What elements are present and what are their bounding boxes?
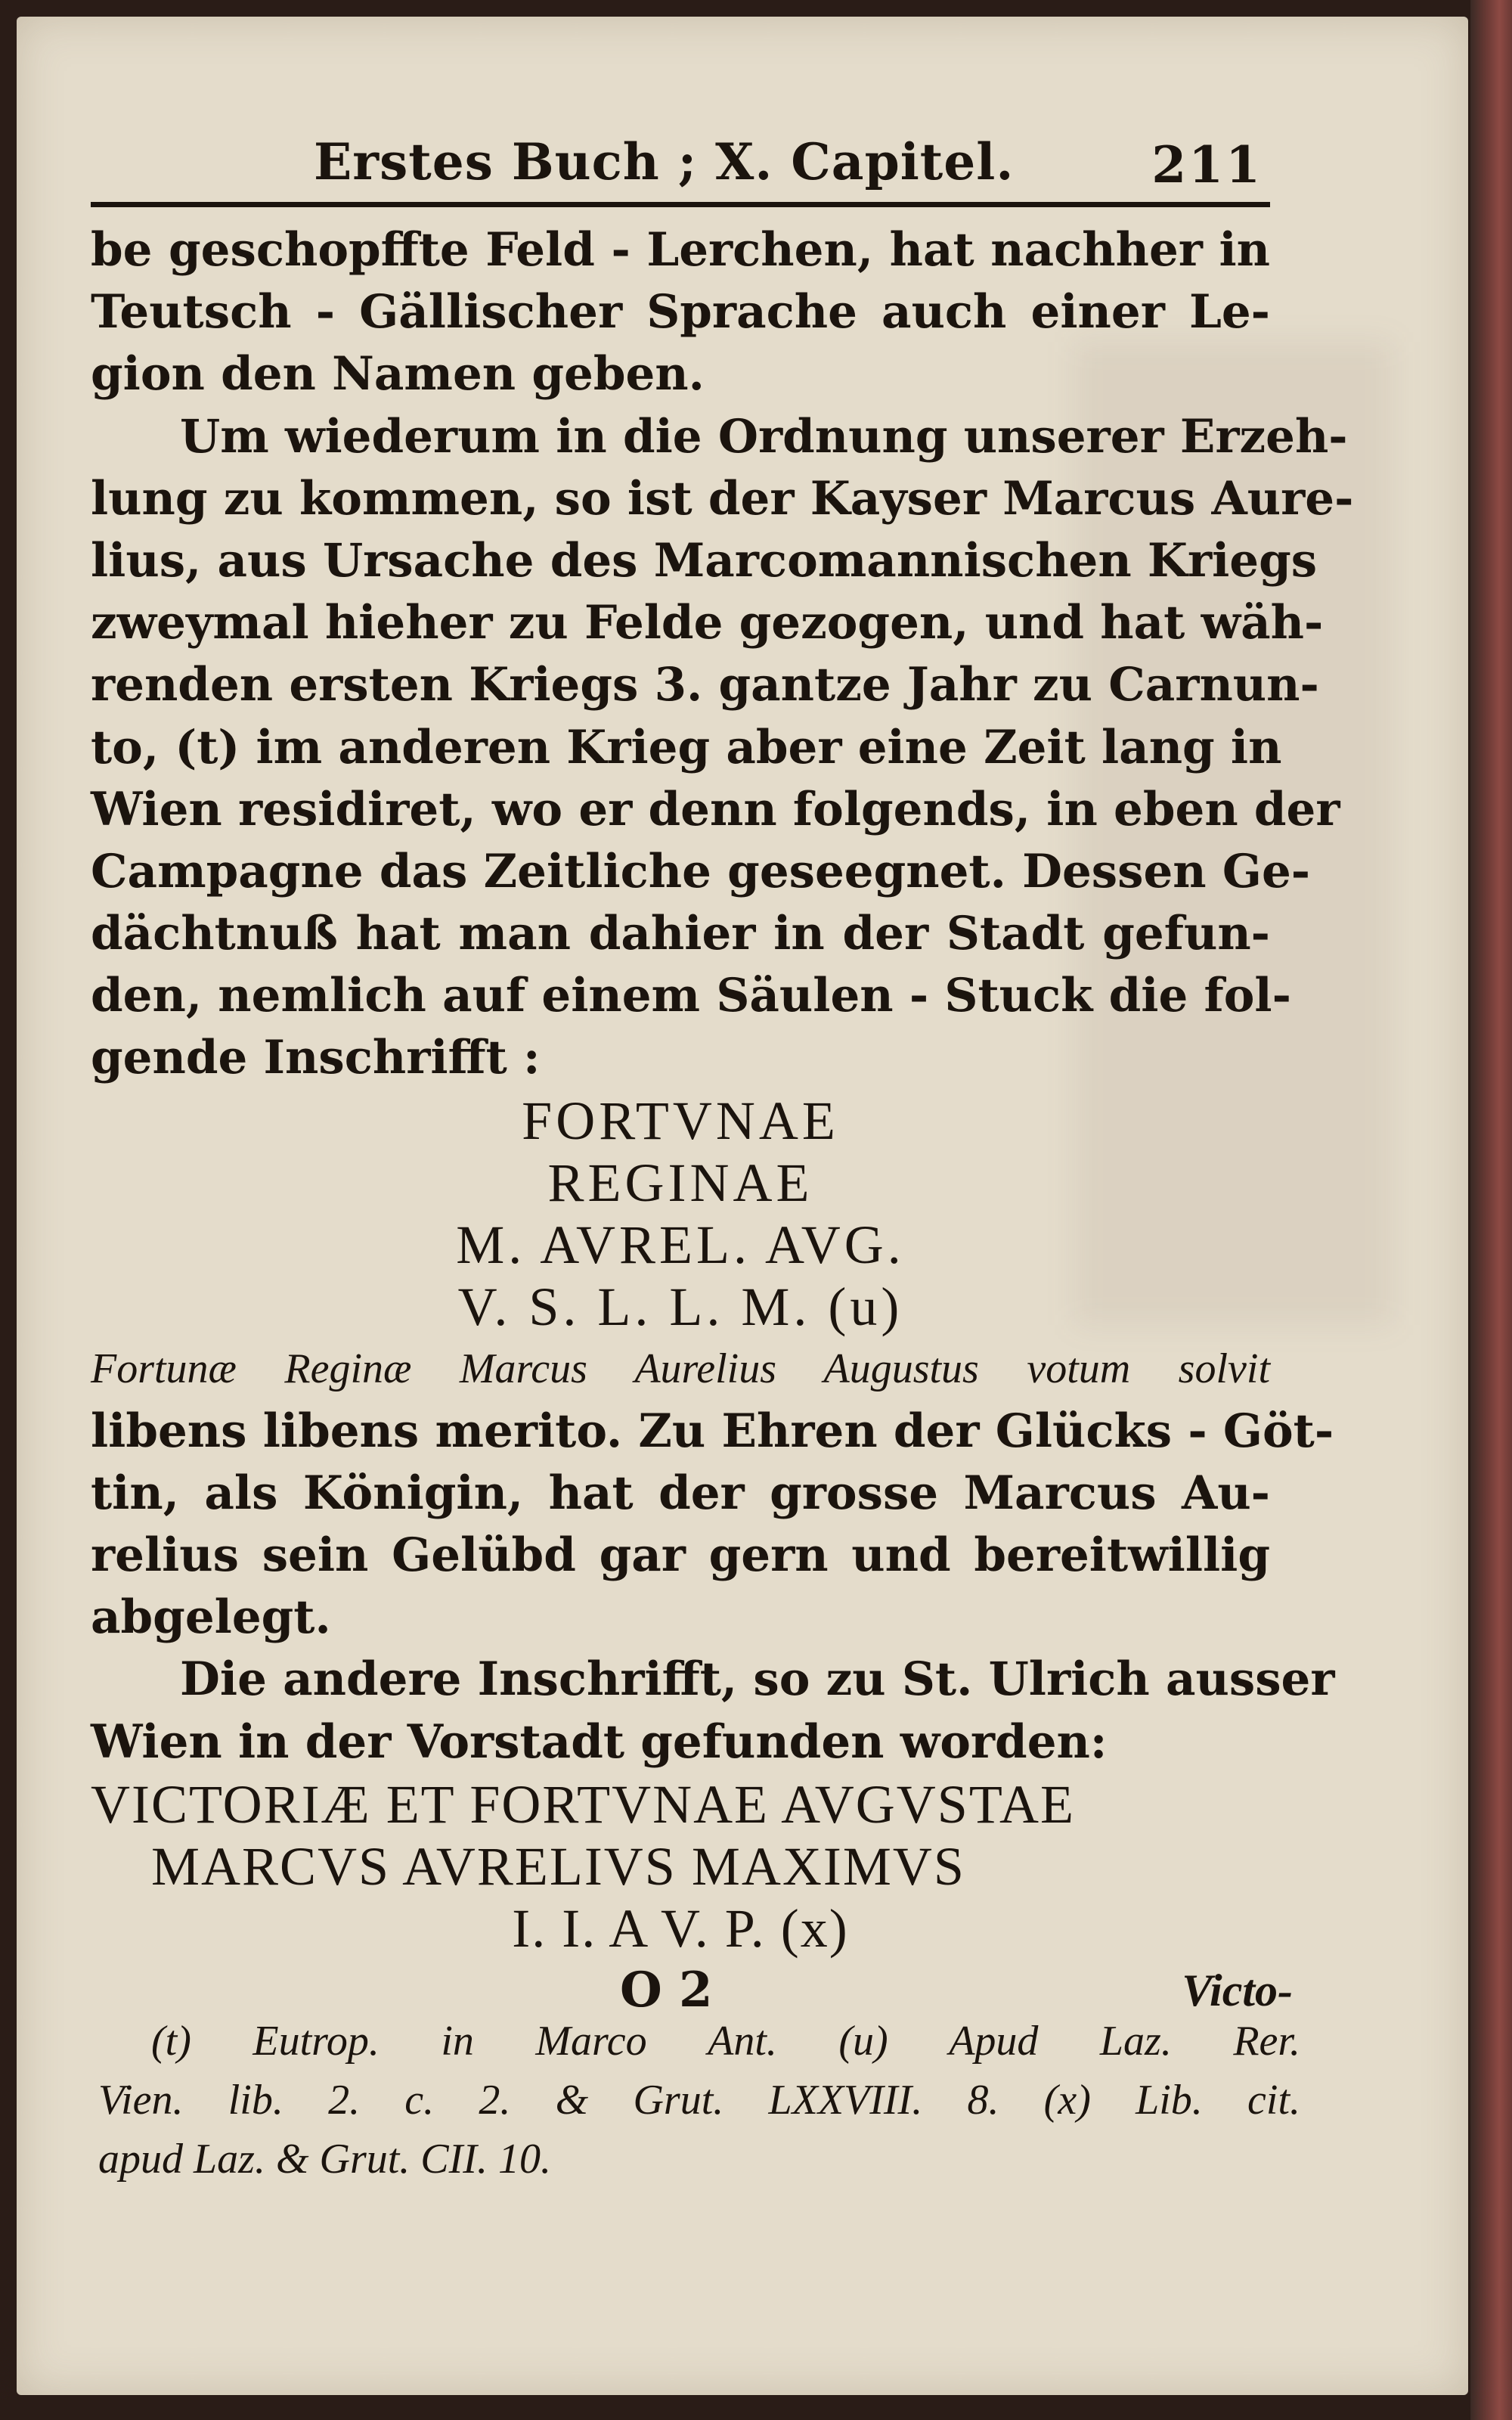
inscription-line: V. S. L. L. M. (u) [457, 1277, 903, 1338]
running-title: Erstes Buch ; X. Capitel. [314, 132, 1015, 191]
book-edge [1470, 0, 1512, 2420]
translation-line: libens libens merito. Zu Ehren der Glücks - Göt- [91, 1404, 1334, 1458]
text-line: gende Inschrifft : [91, 1031, 541, 1085]
text-line: Campagne das Zeitliche geseegnet. Dessen Ge- [91, 844, 1311, 898]
text-line: renden ersten Kriegs 3. gantze Jahr zu Carnun- [91, 658, 1319, 712]
catchword: Victo- [1182, 1965, 1293, 2016]
text-line: zweymal hieher zu Felde gezogen, und hat wäh- [91, 596, 1324, 650]
header-rule [91, 202, 1270, 207]
text-line: Um wiederum in die Ordnung unserer Erzeh- [180, 409, 1348, 464]
text-line: to, (t) im anderen Krieg aber eine Zeit lang in [91, 720, 1282, 774]
text-line: den, nemlich auf einem Säulen - Stuck die fol- [91, 969, 1291, 1023]
text-line: lung zu kommen, so ist der Kayser Marcus Aure- [91, 471, 1354, 526]
text-line: Die andere Inschrifft, so zu St. Ulrich ausser [180, 1652, 1335, 1707]
inscription-line: MARCVS AVRELIVS MAXIMVS [151, 1835, 965, 1897]
signature-mark: O 2 [620, 1962, 713, 2019]
translation-line: abgelegt. [91, 1590, 331, 1645]
footnotes [98, 2012, 1300, 2189]
inscription-line: M. AVREL. AVG. [456, 1215, 905, 1275]
footnote-line: Vien. lib. 2. c. 2. & Grut. LXXVIII. 8. (x) Lib. cit. [98, 2077, 1300, 2124]
inscription-line: FORTVNAE [522, 1090, 839, 1151]
text-line: be geschopffte Feld - Lerchen, hat nachher in [91, 223, 1270, 277]
inscription-line: REGINAE [547, 1152, 813, 1213]
page-number: 211 [1151, 135, 1263, 194]
text-line: gion den Namen geben. [91, 347, 705, 402]
inscription-line: VICTORIÆ ET FORTVNAE AVGVSTAE [91, 1773, 1076, 1835]
inscription-line: I. I. A V. P. (x) [512, 1898, 849, 1959]
text-line: Wien residiret, wo er denn folgends, in eben der [91, 782, 1340, 836]
translation-line: tin, als Königin, hat der grosse Marcus Au- [91, 1466, 1270, 1520]
translation-line: Fortunæ Reginæ Marcus Aurelius Augustus votum solvit [91, 1345, 1270, 1393]
page-header [91, 125, 1270, 200]
text-line: Wien in der Vorstadt gefunden worden: [91, 1714, 1108, 1769]
text-line: Teutsch - Gällischer Sprache auch einer Le- [91, 285, 1270, 340]
translation-line: relius sein Gelübd gar gern und bereitwillig [91, 1528, 1270, 1582]
text-line: lius, aus Ursache des Marcomannischen Kriegs [91, 533, 1318, 588]
body-text [91, 219, 1354, 2021]
footnote-line: apud Laz. & Grut. CII. 10. [98, 2136, 551, 2183]
footnote-line: (t) Eutrop. in Marco Ant. (u) Apud Laz. Rer. [151, 2018, 1300, 2065]
text-line: dächtnuß hat man dahier in der Stadt gefun- [91, 907, 1270, 961]
